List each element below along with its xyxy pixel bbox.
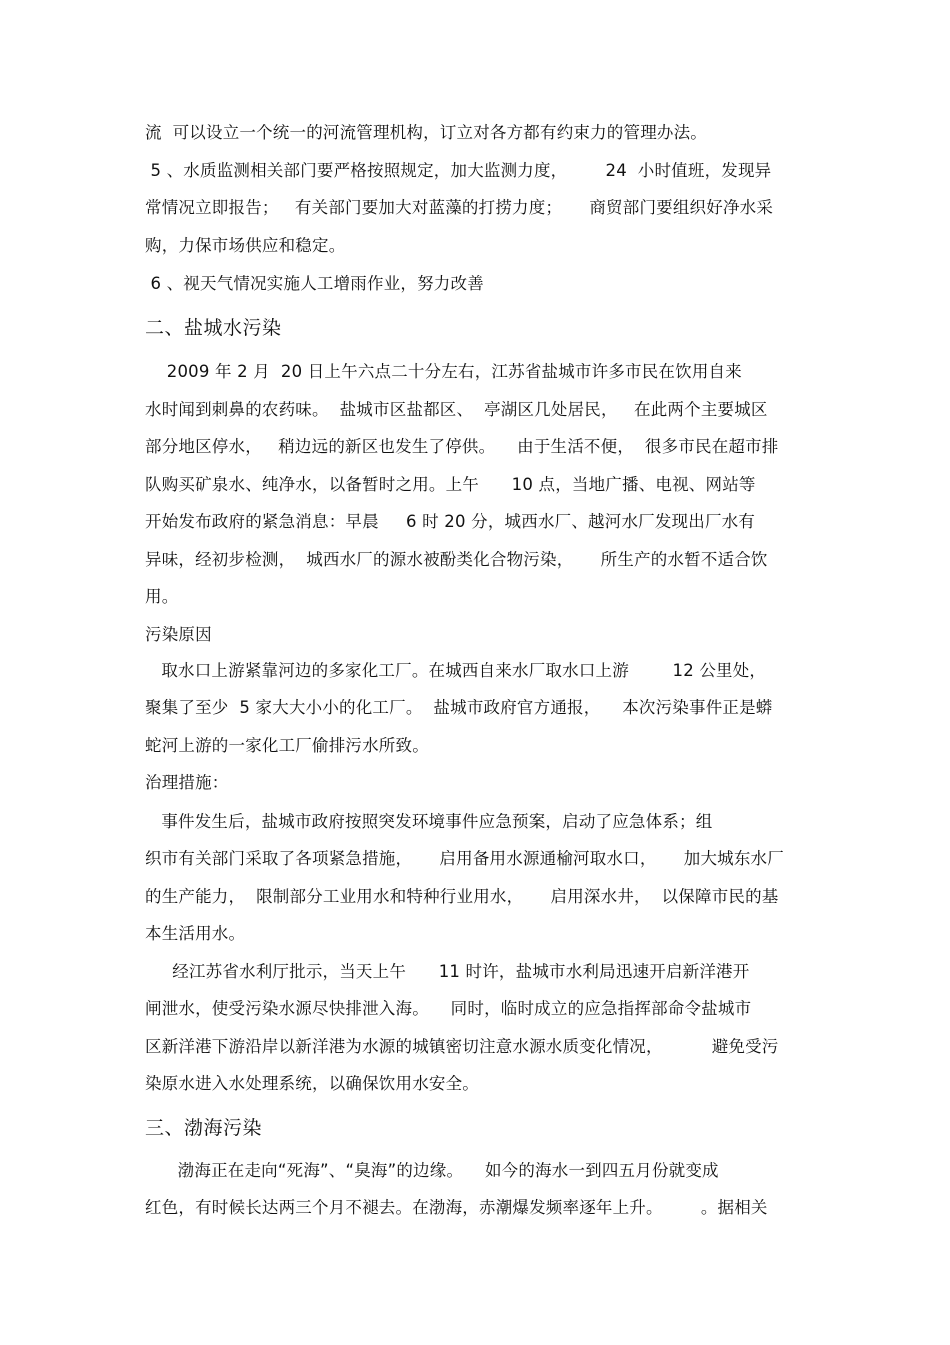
text-line: 经江苏省水利厅批示，当天上午 11 时许，盐城市水利局迅速开启新洋港开: [145, 962, 750, 981]
text-line: 水时闻到刺鼻的农药味。 盐城市区盐都区、 亭湖区几处居民， 在此两个主要城区: [145, 400, 768, 419]
text-line: 区新洋港下游沿岸以新洋港为水源的城镇密切注意水源水质变化情况， 避免受污: [145, 1037, 779, 1056]
text-line: 异味，经初步检测， 城西水厂的源水被酚类化合物污染， 所生产的水暂不适合饮: [145, 550, 768, 569]
text-line: 染原水进入水处理系统，以确保饮用水安全。: [145, 1074, 479, 1093]
subheading: 污染原因: [145, 625, 212, 644]
subheading: 治理措施：: [145, 773, 229, 792]
text-line: 购，力保市场供应和稳定。: [145, 236, 346, 255]
text-line: 常情况立即报告； 有关部门要加大对蓝藻的打捞力度； 商贸部门要组织好净水采: [145, 198, 774, 217]
text-line: 闸泄水，使受污染水源尽快排泄入海。 同时，临时成立的应急指挥部命令盐城市: [145, 999, 752, 1018]
section-heading: 三、渤海污染: [145, 1117, 263, 1139]
text-line: 的生产能力， 限制部分工业用水和特种行业用水， 启用深水井， 以保障市民的基: [145, 887, 779, 906]
text-line: 开始发布政府的紧急消息：早晨 6 时 20 分，城西水厂、越河水厂发现出厂水有: [145, 512, 756, 531]
text-line: 红色，有时候长达两三个月不褪去。在渤海，赤潮爆发频率逐年上升。 。据相关: [145, 1198, 768, 1217]
text-line: 事件发生后，盐城市政府按照突发环境事件应急预案，启动了应急体系；组: [145, 812, 713, 831]
text-line: 流 可以设立一个统一的河流管理机构，订立对各方都有约束力的管理办法。: [145, 123, 707, 142]
text-line: 渤海正在走向“死海”、“臭海”的边缘。 如今的海水一到四五月份就变成: [145, 1161, 719, 1180]
text-line: 部分地区停水， 稍边远的新区也发生了停供。 由于生活不便， 很多市民在超市排: [145, 437, 779, 456]
text-line: 本生活用水。: [145, 924, 246, 943]
text-line: 队购买矿泉水、纯净水，以备暂时之用。上午 10 点，当地广播、电视、网站等: [145, 475, 756, 494]
text-line: 取水口上游紧靠河边的多家化工厂。在城西自来水厂取水口上游 12 公里处，: [145, 661, 767, 680]
text-line: 蛇河上游的一家化工厂偷排污水所致。: [145, 736, 429, 755]
text-line: 织市有关部门采取了各项紧急措施， 启用备用水源通榆河取水口， 加大城东水厂: [145, 849, 784, 868]
section-heading: 二、盐城水污染: [145, 317, 282, 339]
text-line: 用。: [145, 587, 179, 606]
text-line: 6 、视天气情况实施人工增雨作业，努力改善: [145, 274, 484, 293]
text-line: 2009 年 2 月 20 日上午六点二十分左右，江苏省盐城市许多市民在饮用自来: [145, 362, 742, 381]
text-line: 5 、水质监测相关部门要严格按照规定，加大监测力度， 24 小时值班，发现异: [145, 161, 772, 180]
text-line: 聚集了至少 5 家大大小小的化工厂。 盐城市政府官方通报， 本次污染事件正是蟒: [145, 698, 773, 717]
